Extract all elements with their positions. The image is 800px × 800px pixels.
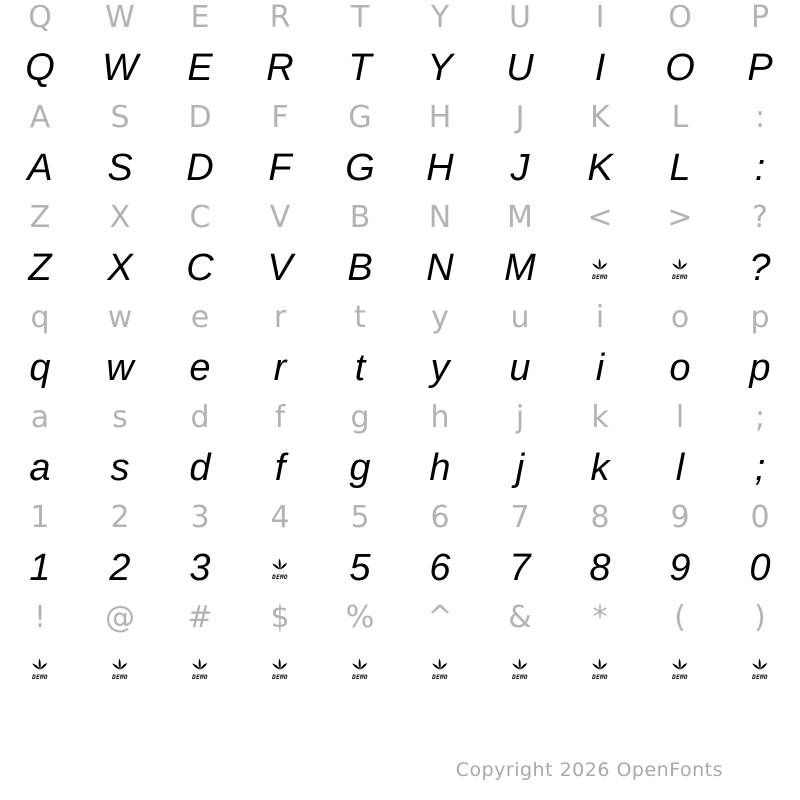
- glyph-cell: K: [587, 147, 613, 189]
- glyph-cell: 3: [189, 547, 211, 589]
- demo-fleuron-icon: [348, 656, 372, 681]
- glyph-cell: y: [430, 347, 450, 389]
- glyph-cell: u: [509, 347, 531, 389]
- glyph-cell: e: [189, 347, 211, 389]
- glyph-cell: 3: [190, 500, 210, 535]
- glyph-cell: S: [110, 100, 130, 135]
- svg-text:DEMO: DEMO: [192, 673, 208, 681]
- reference-glyph-row: [0, 593, 800, 643]
- preview-glyph-row: [0, 243, 800, 293]
- copyright-text: Copyright 2026 OpenFonts: [455, 759, 723, 781]
- svg-text:DEMO: DEMO: [592, 673, 608, 681]
- svg-text:DEMO: DEMO: [352, 673, 368, 681]
- demo-fleuron-icon: [28, 656, 52, 681]
- glyph-cell: g: [350, 400, 370, 435]
- glyph-cell: a: [30, 400, 50, 435]
- glyph-cell: d: [190, 400, 210, 435]
- glyph-cell: j: [515, 400, 525, 435]
- svg-text:DEMO: DEMO: [592, 273, 608, 281]
- glyph-cell: N: [428, 200, 452, 235]
- glyph-cell: 9: [670, 500, 690, 535]
- glyph-cell: #: [187, 600, 213, 635]
- glyph-cell: ;: [754, 447, 766, 489]
- glyph-cell: 8: [589, 547, 611, 589]
- glyph-cell: o: [669, 347, 691, 389]
- glyph-cell: i: [595, 300, 605, 335]
- svg-text:DEMO: DEMO: [272, 673, 288, 681]
- demo-placeholder-glyph: [748, 656, 772, 681]
- glyph-cell: w: [106, 347, 134, 389]
- demo-fleuron-icon: [268, 656, 292, 681]
- glyph-cell: l: [675, 447, 685, 489]
- svg-text:DEMO: DEMO: [32, 673, 48, 681]
- glyph-cell: a: [29, 447, 51, 489]
- glyph-cell: @: [105, 600, 135, 635]
- glyph-cell: 5: [350, 500, 370, 535]
- demo-placeholder-glyph: [268, 656, 292, 681]
- demo-placeholder-glyph: [348, 656, 372, 681]
- glyph-cell: P: [750, 0, 770, 35]
- glyph-cell: 5: [349, 547, 371, 589]
- glyph-cell: U: [509, 0, 531, 35]
- glyph-cell: h: [430, 400, 450, 435]
- demo-placeholder-glyph: [668, 256, 692, 281]
- glyph-cell: 6: [429, 547, 451, 589]
- svg-text:DEMO: DEMO: [112, 673, 128, 681]
- demo-placeholder-glyph: [28, 656, 52, 681]
- glyph-cell: p: [750, 300, 770, 335]
- glyph-cell: S: [107, 147, 133, 189]
- glyph-cell: M: [504, 247, 536, 289]
- glyph-cell: E: [190, 0, 210, 35]
- glyph-cell: 2: [110, 500, 130, 535]
- demo-placeholder-glyph: [588, 656, 612, 681]
- demo-placeholder-glyph: [268, 556, 292, 581]
- svg-text:DEMO: DEMO: [672, 673, 688, 681]
- glyph-cell: ): [754, 600, 766, 635]
- demo-fleuron-icon: [748, 656, 772, 681]
- glyph-cell: q: [29, 347, 51, 389]
- glyph-cell: H: [428, 100, 452, 135]
- glyph-cell: ?: [749, 247, 771, 289]
- reference-glyph-row: [0, 193, 800, 243]
- glyph-cell: W: [105, 0, 135, 35]
- svg-text:DEMO: DEMO: [432, 673, 448, 681]
- demo-fleuron-icon: [588, 256, 612, 281]
- glyph-cell: :: [754, 147, 766, 189]
- preview-glyph-row: [0, 43, 800, 93]
- glyph-cell: &: [508, 600, 532, 635]
- glyph-cell: C: [189, 200, 211, 235]
- glyph-cell: s: [110, 447, 130, 489]
- demo-fleuron-icon: [188, 656, 212, 681]
- demo-placeholder-glyph: [108, 656, 132, 681]
- glyph-cell: G: [345, 147, 375, 189]
- glyph-cell: k: [590, 447, 610, 489]
- glyph-cell: T: [348, 47, 372, 89]
- glyph-cell: *: [592, 600, 608, 635]
- preview-glyph-row: [0, 343, 800, 393]
- glyph-cell: f: [274, 447, 286, 489]
- glyph-cell: Z: [29, 200, 51, 235]
- glyph-cell: I: [595, 0, 605, 35]
- demo-fleuron-icon: [668, 656, 692, 681]
- glyph-cell: B: [349, 200, 371, 235]
- glyph-cell: :: [754, 100, 766, 135]
- glyph-cell: 6: [430, 500, 450, 535]
- glyph-cell: Q: [28, 0, 52, 35]
- demo-fleuron-icon: [268, 556, 292, 581]
- preview-glyph-row: [0, 443, 800, 493]
- svg-text:DEMO: DEMO: [672, 273, 688, 281]
- glyph-cell: ;: [754, 400, 766, 435]
- demo-placeholder-glyph: [588, 256, 612, 281]
- reference-glyph-row: [0, 93, 800, 143]
- demo-placeholder-glyph: [188, 656, 212, 681]
- glyph-cell: 2: [109, 547, 131, 589]
- glyph-cell: P: [747, 47, 773, 89]
- svg-text:DEMO: DEMO: [272, 573, 288, 581]
- demo-placeholder-glyph: [508, 656, 532, 681]
- glyph-cell: l: [675, 400, 685, 435]
- glyph-cell: 0: [749, 547, 771, 589]
- glyph-cell: K: [590, 100, 610, 135]
- glyph-cell: p: [749, 347, 771, 389]
- glyph-cell: t: [354, 300, 366, 335]
- glyph-cell: O: [668, 0, 692, 35]
- glyph-cell: F: [271, 100, 289, 135]
- glyph-cell: J: [510, 147, 530, 189]
- glyph-cell: j: [515, 447, 525, 489]
- glyph-cell: i: [595, 347, 605, 389]
- glyph-cell: f: [274, 400, 286, 435]
- glyph-cell: D: [188, 100, 212, 135]
- glyph-cell: G: [348, 100, 372, 135]
- glyph-cell: <: [587, 200, 613, 235]
- glyph-cell: Z: [28, 247, 52, 289]
- glyph-cell: 7: [509, 547, 531, 589]
- demo-fleuron-icon: [668, 256, 692, 281]
- glyph-cell: s: [112, 400, 128, 435]
- glyph-cell: L: [671, 100, 689, 135]
- demo-fleuron-icon: [588, 656, 612, 681]
- glyph-cell: X: [109, 200, 131, 235]
- glyph-cell: E: [187, 47, 213, 89]
- glyph-cell: o: [670, 300, 690, 335]
- preview-glyph-row: [0, 143, 800, 193]
- glyph-cell: >: [667, 200, 693, 235]
- glyph-cell: ^: [427, 600, 453, 635]
- glyph-cell: 1: [30, 500, 50, 535]
- glyph-cell: k: [591, 400, 609, 435]
- preview-glyph-row: [0, 543, 800, 593]
- glyph-cell: J: [515, 100, 525, 135]
- glyph-cell: h: [429, 447, 451, 489]
- glyph-cell: 7: [510, 500, 530, 535]
- glyph-cell: q: [30, 300, 50, 335]
- demo-fleuron-icon: [508, 656, 532, 681]
- glyph-cell: w: [107, 300, 133, 335]
- glyph-cell: R: [266, 47, 294, 89]
- glyph-cell: r: [273, 347, 287, 389]
- glyph-cell: Q: [25, 47, 55, 89]
- glyph-cell: 4: [270, 500, 290, 535]
- glyph-cell: I: [594, 47, 606, 89]
- glyph-cell: O: [665, 47, 695, 89]
- glyph-cell: 0: [750, 500, 770, 535]
- glyph-cell: e: [190, 300, 210, 335]
- glyph-cell: 1: [29, 547, 51, 589]
- glyph-cell: T: [350, 0, 370, 35]
- glyph-cell: L: [669, 147, 691, 189]
- svg-text:DEMO: DEMO: [512, 673, 528, 681]
- glyph-cell: g: [349, 447, 371, 489]
- demo-fleuron-icon: [428, 656, 452, 681]
- glyph-cell: 8: [590, 500, 610, 535]
- glyph-cell: t: [354, 347, 366, 389]
- demo-fleuron-icon: [108, 656, 132, 681]
- glyph-cell: %: [345, 600, 375, 635]
- preview-glyph-row: [0, 643, 800, 693]
- reference-glyph-row: [0, 393, 800, 443]
- glyph-cell: W: [102, 47, 138, 89]
- demo-placeholder-glyph: [668, 656, 692, 681]
- reference-glyph-row: [0, 493, 800, 543]
- reference-glyph-row: [0, 293, 800, 343]
- glyph-cell: !: [33, 600, 47, 635]
- glyph-cell: F: [268, 147, 292, 189]
- glyph-cell: X: [107, 247, 133, 289]
- glyph-cell: U: [506, 47, 534, 89]
- glyph-cell: A: [29, 100, 51, 135]
- glyph-cell: Y: [427, 47, 453, 89]
- glyph-cell: M: [507, 200, 533, 235]
- glyph-cell: V: [269, 200, 291, 235]
- glyph-cell: B: [347, 247, 373, 289]
- glyph-cell: R: [269, 0, 291, 35]
- demo-placeholder-glyph: [428, 656, 452, 681]
- svg-text:DEMO: DEMO: [752, 673, 768, 681]
- glyph-cell: r: [273, 300, 287, 335]
- glyph-cell: A: [27, 147, 53, 189]
- glyph-cell: $: [270, 600, 290, 635]
- glyph-cell: V: [267, 247, 293, 289]
- glyph-cell: d: [189, 447, 211, 489]
- glyph-cell: u: [510, 300, 530, 335]
- glyph-cell: (: [674, 600, 686, 635]
- glyph-cell: H: [426, 147, 454, 189]
- reference-glyph-row: [0, 0, 800, 43]
- glyph-cell: Y: [430, 0, 450, 35]
- glyph-cell: N: [426, 247, 454, 289]
- glyph-cell: y: [431, 300, 449, 335]
- glyph-cell: C: [186, 247, 214, 289]
- glyph-cell: D: [186, 147, 214, 189]
- glyph-cell: 9: [669, 547, 691, 589]
- glyph-cell: ?: [752, 200, 768, 235]
